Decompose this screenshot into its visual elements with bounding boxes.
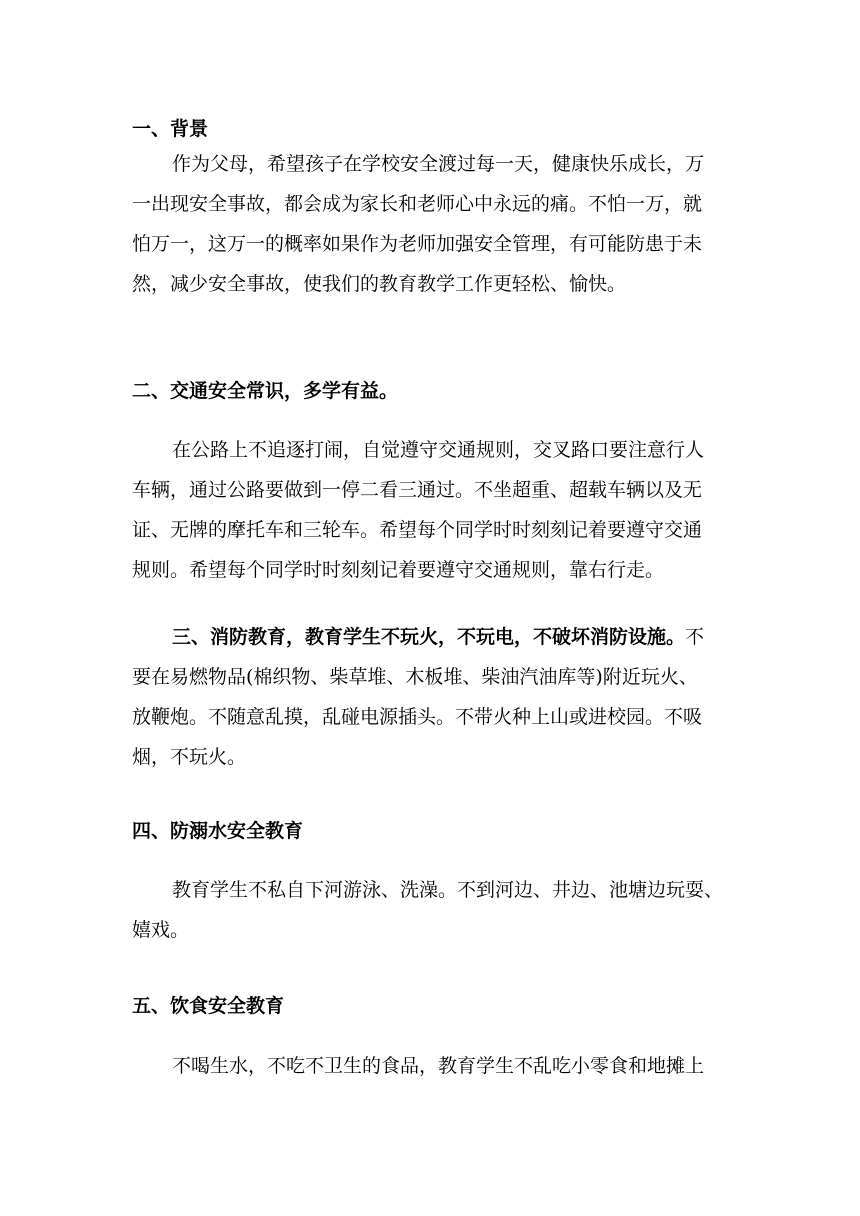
paragraph-fire-safety xyxy=(132,617,732,777)
section-heading-fire-safety: 三、消防教育，教育学生不玩火，不玩电，不破坏消防设施。 xyxy=(172,626,686,648)
section-heading-drowning: 四、防溺水安全教育 xyxy=(132,820,304,842)
paragraph-line: 要在易燃物品(棉织物、柴草堆、木板堆、柴油汽油库等)附近玩火、 xyxy=(132,666,698,688)
paragraph-line: 一出现安全事故，都会成为家长和老师心中永远的痛。不怕一万，就 xyxy=(132,193,703,215)
paragraph-line: 怕万一，这万一的概率如果作为老师加强安全管理，有可能防患于未 xyxy=(132,233,703,255)
paragraph-line-with-heading xyxy=(132,617,732,657)
paragraph-line: 作为父母，希望孩子在学校安全渡过每一天，健康快乐成长，万 xyxy=(172,153,705,175)
paragraph-line: 然，减少安全事故，使我们的教育教学工作更轻松、愉快。 xyxy=(132,273,627,295)
section-heading-food: 五、饮食安全教育 xyxy=(132,995,285,1017)
paragraph-line: 车辆，通过公路要做到一停二看三通过。不坐超重、超载车辆以及无 xyxy=(132,479,703,501)
paragraph-text: 不 xyxy=(685,626,705,648)
paragraph-food xyxy=(132,1046,732,1086)
paragraph-traffic xyxy=(132,430,732,590)
paragraph-line: 放鞭炮。不随意乱摸，乱碰电源插头。不带火种上山或进校园。不吸 xyxy=(132,706,703,728)
paragraph-line: 证、无牌的摩托车和三轮车。希望每个同学时时刻刻记着要遵守交通 xyxy=(132,519,703,541)
paragraph-background xyxy=(132,144,732,304)
paragraph-line: 嬉戏。 xyxy=(132,919,190,941)
section-heading-background: 一、背景 xyxy=(132,118,209,140)
section-heading-traffic: 二、交通安全常识，多学有益。 xyxy=(132,380,399,402)
paragraph-line: 规则。希望每个同学时时刻刻记着要遵守交通规则，靠右行走。 xyxy=(132,559,665,581)
paragraph-line: 教育学生不私自下河游泳、洗澡。不到河边、井边、池塘边玩耍、 xyxy=(172,879,724,901)
paragraph-line: 在公路上不追逐打闹，自觉遵守交通规则，交叉路口要注意行人 xyxy=(172,439,705,461)
paragraph-drowning xyxy=(132,870,732,950)
paragraph-line: 烟，不玩火。 xyxy=(132,746,247,768)
paragraph-line: 不喝生水，不吃不卫生的食品，教育学生不乱吃小零食和地摊上 xyxy=(172,1055,705,1077)
